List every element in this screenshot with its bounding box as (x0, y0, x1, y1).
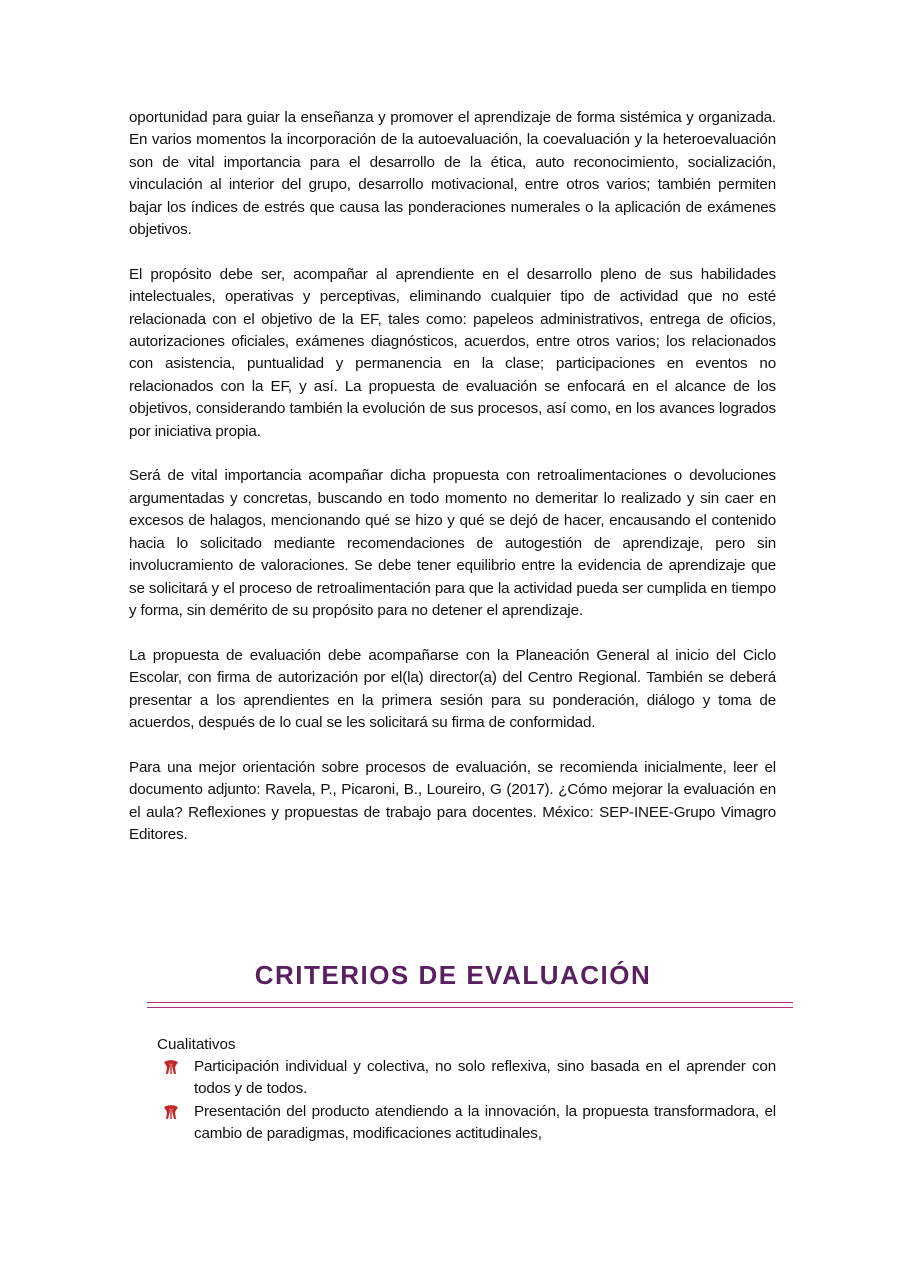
paragraph-3: Será de vital importancia acompañar dicha propuesta con retroalimentaciones o devoluciones argumentadas y concretas, buscando en todo momento no demeritar lo realizado y sin caer en excesos de halagos, mencionando qué se hizo y qué se dejó de hacer, encausando el contenido hacia lo solicitado mediante recomendaciones de autogestión de aprendizaje, pero sin involucramiento de valoraciones. Se debe tener equilibrio entre la evidencia de aprendizaje que se solicitará y el proceso de retroalimentación para que la actividad pueda ser cumplida en tiempo y forma, sin demérito de su propósito para no detener el aprendizaje. (129, 467, 776, 619)
body-text (129, 107, 776, 869)
paragraph-1: oportunidad para guiar la enseñanza y promover el aprendizaje de forma sistémica y organizada. En varios momentos la incorporación de la autoevaluación, la coevaluación y la heteroevaluación son de vital importancia para el desarrollo de la ética, auto reconocimiento, socialización, vinculación al interior del grupo, desarrollo motivacional, entre otros varios; también permiten bajar los índices de estrés que causa las ponderaciones numerales o la aplicación de exámenes objetivos. (129, 109, 776, 239)
criteria-item-text: Participación individual y colectiva, no solo reflexiva, sino basada en el aprender con todos y de todos. (194, 1058, 776, 1098)
figure-bullet-icon (162, 1059, 180, 1075)
criteria-list (162, 1056, 776, 1146)
list-item (162, 1101, 776, 1146)
section-title: CRITERIOS DE EVALUACIÓN (254, 960, 652, 990)
criteria-item-text: Presentación del producto atendiendo a la innovación, la propuesta transformadora, el cambio de paradigmas, modificaciones actitudinales, (194, 1102, 776, 1143)
paragraph-2: El propósito debe ser, acompañar al aprendiente en el desarrollo pleno de sus habilidades intelectuales, operativas y perceptivas, eliminando cualquier tipo de actividad que no esté relacionada con el objetivo de la EF, tales como: papeleos administrativos, entrega de oficios, autorizaciones oficiales, exámenes diagnósticos, acuerdos, entre otros varios; los relacionados con asistencia, puntualidad y permanencia en la clase; participaciones en eventos no relacionados con la EF, y así. La propuesta de evaluación se enfocará en el alcance de los objetivos, considerando también la evolución de sus procesos, así como, en los avances logrados por iniciativa propia. (129, 265, 776, 440)
figure-bullet-icon (162, 1104, 180, 1120)
paragraph-5: Para una mejor orientación sobre procesos de evaluación, se recomienda inicialmente, leer el documento adjunto: Ravela, P., Picaroni, B., Loureiro, G (2017). ¿Cómo mejorar la evaluación en el aula? Reflexiones y propuestas de trabajo para docentes. México: SEP-INEE-Grupo Vimagro Editores. (129, 758, 776, 843)
title-double-rule (147, 1002, 793, 1008)
subheading-cualitativos: Cualitativos (157, 1036, 236, 1053)
paragraph-4: La propuesta de evaluación debe acompañarse con la Planeación General al inicio del Ciclo Escolar, con firma de autorización por el(la) director(a) del Centro Regional. También se deberá presentar a los aprendientes en la primera sesión para su ponderación, diálogo y toma de acuerdos, después de lo cual se les solicitará su firma de conformidad. (129, 646, 776, 731)
list-item (162, 1056, 776, 1101)
